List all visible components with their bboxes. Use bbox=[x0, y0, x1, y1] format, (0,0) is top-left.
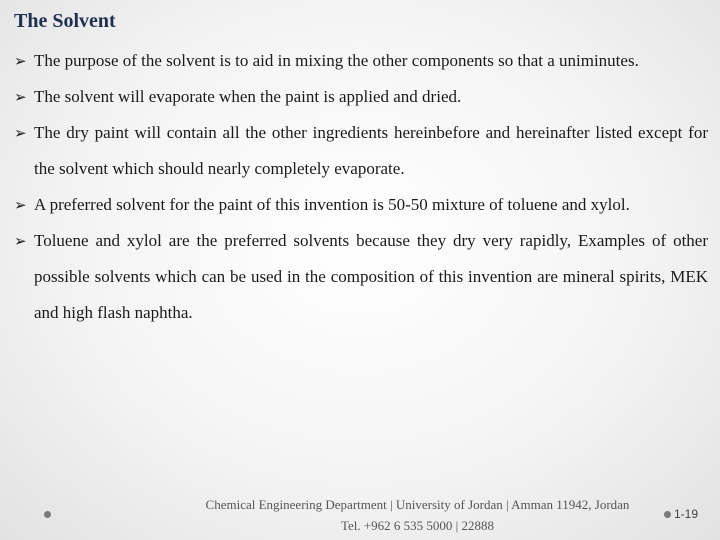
slide-title: The Solvent bbox=[14, 10, 116, 32]
bullet-text: A preferred solvent for the paint of this invention is 50-50 mixture of toluene and xylol. bbox=[34, 195, 630, 214]
footer-dot-icon bbox=[664, 511, 671, 518]
arrow-bullet-icon: ➢ bbox=[14, 196, 27, 214]
arrow-bullet-icon: ➢ bbox=[14, 232, 27, 250]
bullet-text: The dry paint will contain all the other ingredients hereinbefore and hereinafter listed except for the solvent which should nearly completely evaporate. bbox=[34, 123, 708, 178]
footer-dot-icon bbox=[44, 511, 51, 518]
bullet-list bbox=[14, 43, 708, 331]
bullet-item bbox=[14, 43, 708, 79]
footer-line-2: Tel. +962 6 535 5000 | 22888 bbox=[340, 518, 495, 533]
bullet-item bbox=[14, 187, 708, 223]
bullet-item bbox=[14, 79, 708, 115]
bullet-text: The purpose of the solvent is to aid in mixing the other components so that a uniminutes. bbox=[34, 51, 639, 70]
arrow-bullet-icon: ➢ bbox=[14, 88, 27, 106]
page-number: 1-19 bbox=[674, 507, 699, 521]
arrow-bullet-icon: ➢ bbox=[14, 124, 27, 142]
footer bbox=[180, 494, 655, 536]
footer-line-1: Chemical Engineering Department | University of Jordan | Amman 11942, Jordan bbox=[205, 497, 630, 512]
bullet-item bbox=[14, 115, 708, 187]
bullet-text: The solvent will evaporate when the paint is applied and dried. bbox=[34, 87, 462, 106]
arrow-bullet-icon: ➢ bbox=[14, 52, 27, 70]
bullet-item bbox=[14, 223, 708, 331]
bullet-text: Toluene and xylol are the preferred solvents because they dry very rapidly, Examples of other possible solvents which can be used in the composition of this invention are mineral spirits, MEK and high flash naphtha. bbox=[34, 231, 708, 322]
